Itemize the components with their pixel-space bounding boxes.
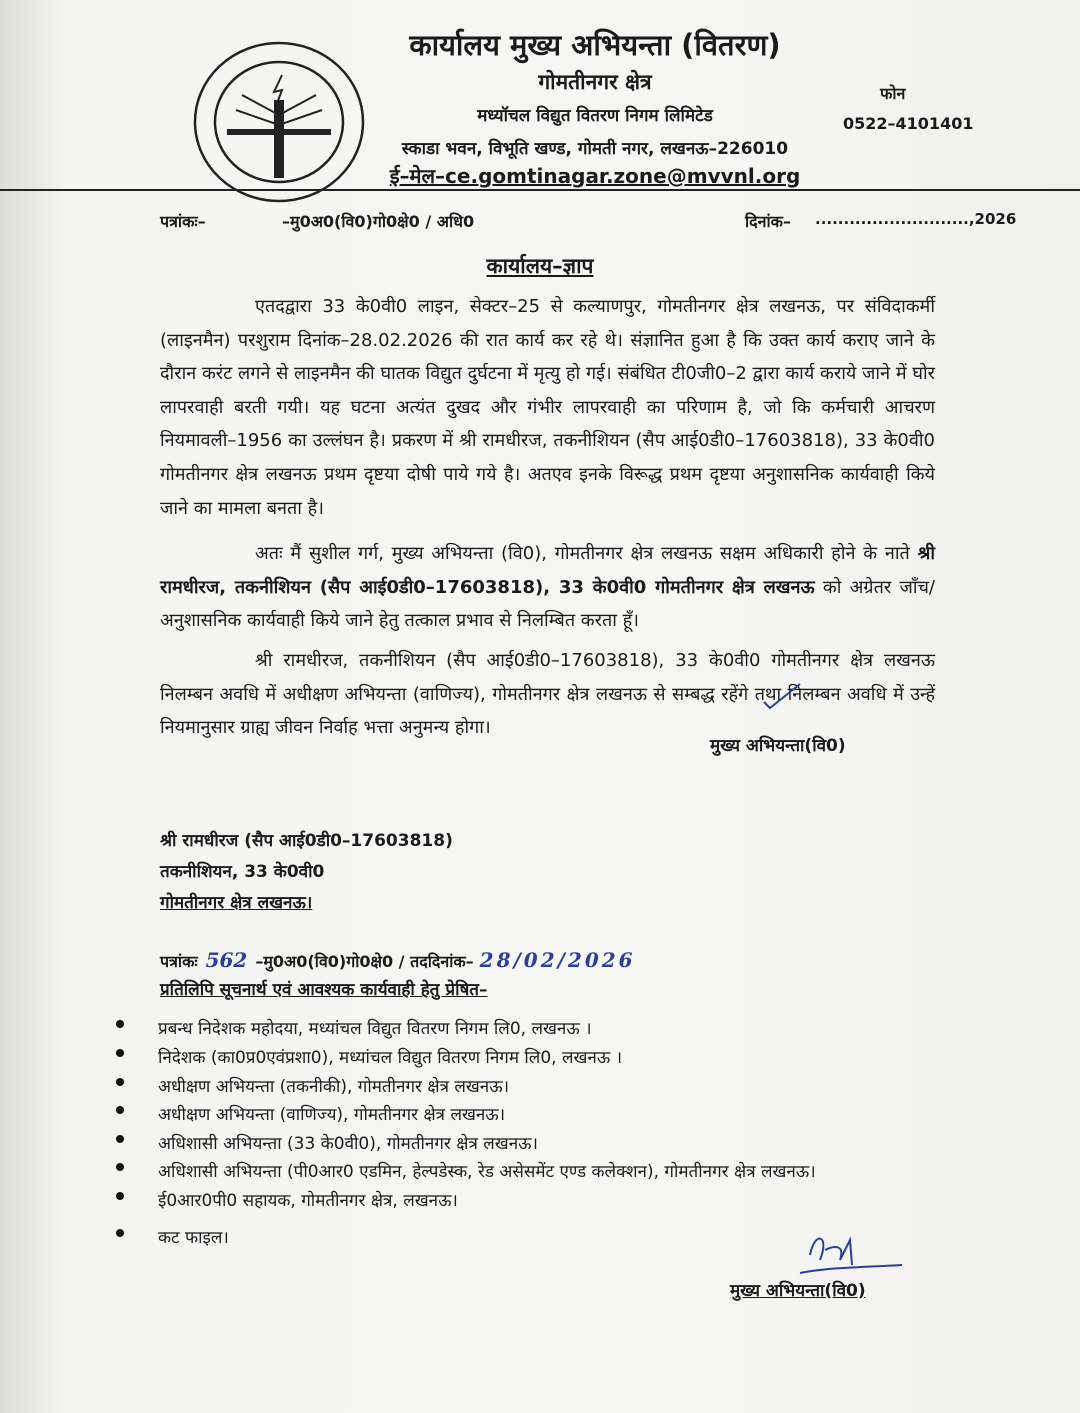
addressee-line: तकनीशियन, 33 के0वी0 <box>160 862 325 882</box>
copy-item-text: निदेशक (का0प्र0एवंप्रशा0), मध्यांचल विद्युत वितरण निगम लि0, लखनऊ । <box>158 1048 623 1068</box>
signature-title-1: मुख्य अभियन्ता(वि0) <box>710 736 846 756</box>
copy-item-text: अधीक्षण अभियन्ता (तकनीकी), गोमतीनगर क्षेत्र लखनऊ। <box>158 1077 510 1097</box>
paragraph-2-end: को अग्रेतर जाँच/अनुशासनिक कार्यवाही किये जाने हेतु तत्काल प्रभाव से निलम्बित करता हूँ। <box>160 576 935 632</box>
addressee-line: गोमतीनगर क्षेत्र लखनऊ। <box>160 893 313 913</box>
copy-item-text: ई0आर0पी0 सहायक, गोमतीनगर क्षेत्र, लखनऊ। <box>158 1191 458 1211</box>
handwritten-date: 28/02/2026 <box>479 948 636 972</box>
copy-item-text: कट फाइल। <box>158 1228 229 1248</box>
mvvnl-logo <box>192 40 367 205</box>
paragraph-2-start: अतः मैं सुशील गर्ग, मुख्य अभियन्ता (वि0), गोमतीनगर क्षेत्र लखनऊ सक्षम अधिकारी होने के नाते <box>255 543 918 564</box>
addressee-line: श्री रामधीरज (सैप आई0डी0–17603818) <box>160 831 453 851</box>
copy-item-text: अधिशासी अभियन्ता (पी0आर0 एडमिन, हेल्पडेस्क, रेड असेसमेंट एण्ड कलेक्शन), गोमतीनगर क्षेत्र लखनऊ। <box>158 1162 816 1182</box>
email-link[interactable]: ई–मेल–ce.gomtinagar.zone@mvvnl.org <box>389 164 801 188</box>
ref-number: –मु0अ0(वि0)गो0क्षे0 / अधि0 <box>282 212 475 231</box>
date-value: ...........................,2026 <box>815 210 1017 228</box>
ref-label: पत्रांकः– <box>160 212 206 231</box>
tick-mark <box>760 680 805 710</box>
paragraph-2 <box>160 537 935 638</box>
copy-item-text: अधीक्षण अभियन्ता (वाणिज्य), गोमतीनगर क्षेत्र लखनऊ। <box>158 1105 506 1125</box>
phone-label: फोन <box>880 84 906 103</box>
paragraph-3: श्री रामधीरज, तकनीशियन (सैप आई0डी0–17603818), 33 के0वी0 गोमतीनगर क्षेत्र लखनऊ निलम्बन अवधि में अधीक्षण अभियन्ता (वाणिज्य), गोमतीनगर क्षेत्र लखनऊ से सम्बद्ध रहेंगे तथा निलम्बन अवधि में उन्हें नियमानुसार ग्राह्य जीवन निर्वाह भत्ता अनुमन्य होगा। <box>160 650 935 739</box>
memo-title: कार्यालय–ज्ञाप <box>486 254 594 278</box>
org-title: कार्यालय मुख्य अभियन्ता (वितरण) <box>409 28 781 62</box>
copy-item-text: अधिशासी अभियन्ता (33 के0वी0), गोमतीनगर क्षेत्र लखनऊ। <box>158 1134 538 1154</box>
phone-number: 0522–4101401 <box>843 114 974 133</box>
paragraph-1: एतदद्वारा 33 के0वी0 लाइन, सेक्टर–25 से कल्याणपुर, गोमतीनगर क्षेत्र लखनऊ, पर संविदाकर्मी (लाइनमैन) परशुराम दिनांक–28.02.2026 की रात कार्य कर रहे थे। संज्ञानित हुआ है कि उक्त कार्य कराए जाने के दौरान करंट लगने से लाइनमैन की घातक विद्युत दुर्घटना में मृत्यु हो गई। संबंधित टी0जी0–2 द्वारा कार्य कराये जाने में घोर लापरवाही बरती गयी। यह घटना अत्यंत दुखद और गंभीर लापरवाही का परिणाम है, जो कि कर्मचारी आचरण नियमावली–1956 का उल्लंघन है। प्रकरण में श्री रामधीरज, तकनीशियन (सैप आई0डी0–17603818), 33 के0वी0 गोमतीनगर क्षेत्र लखनऊ प्रथम दृष्टया दोषी पाये गये है। अतएव इनके विरूद्ध प्रथम दृष्टया अनुशासनिक कार्यवाही किये जाने का मामला बनता है। <box>160 296 935 519</box>
copy-ref-number: –मु0अ0(वि0)गो0क्षे0 / तददिनांक– <box>255 952 474 971</box>
header-divider <box>0 189 1080 191</box>
addressee-block <box>160 826 453 919</box>
copy-heading: प्रतिलिपि सूचनार्थ एवं आवश्यक कार्यवाही हेतु प्रेषित– <box>160 980 488 1000</box>
company-name: मध्यॉचल विद्युत वितरण निगम लिमिटेड <box>477 106 713 126</box>
copy-item-text: प्रबन्ध निदेशक महोदया, मध्यांचल विद्युत वितरण निगम लि0, लखनऊ । <box>158 1019 592 1039</box>
date-label: दिनांक– <box>745 212 791 231</box>
address: स्काडा भवन, विभूति खण्ड, गोमती नगर, लखनऊ–226010 <box>401 139 789 159</box>
copy-ref-line <box>160 948 636 972</box>
paragraph-2-bold: श्री रामधीरज, तकनीशियन (सैप आई0डी0–17603818), 33 के0वी0 गोमतीनगर क्षेत्र लखनऊ <box>160 543 935 598</box>
zone-name: गोमतीनगर क्षेत्र <box>538 70 652 94</box>
copy-ref-label: पत्रांकः <box>160 952 198 971</box>
signature-title-2: मुख्य अभियन्ता(वि0) <box>730 1281 866 1301</box>
handwritten-ref-number: 562 <box>205 948 248 972</box>
